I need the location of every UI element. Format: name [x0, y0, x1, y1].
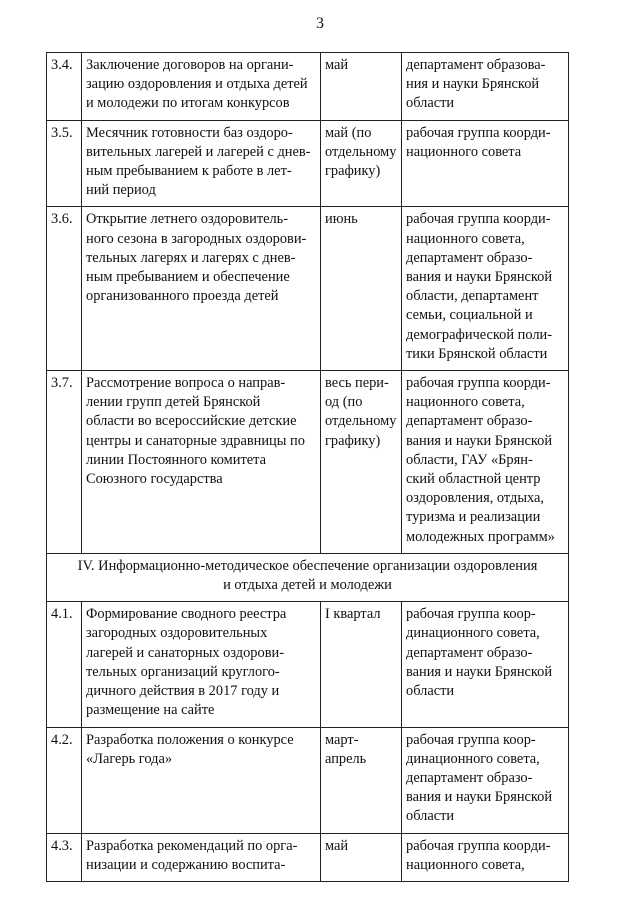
responsible-cell [402, 53, 569, 121]
text-line: лении групп детей Брянской [86, 394, 261, 411]
task-cell [82, 371, 321, 554]
text-line: отдельному [325, 143, 397, 160]
text-line: области, департамент [406, 288, 539, 305]
item-number: 3.5. [47, 120, 82, 207]
text-line: области во всероссийские детские [86, 413, 297, 430]
text-line: вительных лагерей и лагерей с днев- [86, 143, 311, 160]
text-line: Заключение договоров на органи- [86, 57, 294, 73]
section-heading-row [47, 553, 569, 601]
text-line: департамент образо- [406, 644, 533, 661]
text-line: оздоровления, отдыха, [406, 490, 545, 507]
text-line: май (по [325, 124, 372, 141]
responsible-cell [402, 833, 569, 881]
text-line: дичного действия в 2017 году и [86, 683, 280, 700]
task-cell [82, 207, 321, 371]
text-line: Рассмотрение вопроса о направ- [86, 375, 286, 392]
text-line: загородных оздоровительных [86, 625, 268, 642]
text-line: рабочая группа коорди- [406, 211, 551, 228]
text-line: департамент образова- [406, 57, 546, 73]
text-line: области [406, 683, 455, 700]
text-line: май [325, 57, 349, 73]
table-row [47, 727, 569, 833]
term-cell [321, 207, 402, 371]
text-line: рабочая группа коор- [406, 731, 536, 748]
responsible-cell [402, 371, 569, 554]
text-line: национного совета, [406, 856, 525, 873]
text-line: линии Постоянного комитета [86, 451, 267, 468]
section-heading [47, 553, 569, 601]
text-line: тельных организаций круглого- [86, 663, 280, 680]
term-cell [321, 120, 402, 207]
text-line: рабочая группа коорди- [406, 124, 551, 141]
text-line: национного совета, [406, 394, 525, 411]
text-line: и молодежи по итогам конкурсов [86, 95, 290, 112]
responsible-cell [402, 602, 569, 727]
term-cell [321, 833, 402, 881]
text-line: ным пребыванием к работе в лет- [86, 163, 292, 180]
text-line: рабочая группа коор- [406, 606, 536, 623]
text-line: ния и науки Брянской [406, 76, 540, 93]
text-line: рабочая группа коорди- [406, 375, 551, 392]
text-line: IV. Информационно-методическое обеспечение организации оздоровления [77, 557, 538, 574]
term-cell [321, 53, 402, 121]
text-line: размещение на сайте [86, 702, 215, 719]
text-line: вания и науки Брянской [406, 663, 553, 680]
text-line: весь пери- [325, 375, 389, 392]
text-line: тельных лагерях и лагерях с днев- [86, 249, 296, 266]
responsible-cell [402, 207, 569, 371]
task-cell [82, 53, 321, 121]
text-line: организованного проезда детей [86, 288, 279, 305]
text-line: март- [325, 731, 359, 748]
task-cell [82, 602, 321, 727]
responsible-cell [402, 727, 569, 833]
text-line: ский областной центр [406, 471, 541, 488]
text-line: од (по [325, 394, 363, 411]
item-number: 4.1. [47, 602, 82, 727]
table-row [47, 53, 569, 121]
text-line: Формирование сводного реестра [86, 606, 287, 623]
text-line: Открытие летнего оздоровитель- [86, 211, 289, 228]
text-line: департамент образо- [406, 769, 533, 786]
text-line: июнь [325, 211, 358, 228]
responsible-cell [402, 120, 569, 207]
table-row [47, 602, 569, 727]
table-row [47, 120, 569, 207]
events-plan-table [46, 52, 569, 882]
text-line: молодежных программ» [406, 528, 555, 545]
text-line: Разработка рекомендаций по орга- [86, 837, 298, 854]
table-row [47, 371, 569, 554]
text-line: отдельному [325, 413, 397, 430]
text-line: ного сезона в загородных оздорови- [86, 230, 307, 247]
text-line: тики Брянской области [406, 345, 548, 362]
text-line: Союзного государства [86, 471, 223, 488]
text-line: низации и содержанию воспита- [86, 856, 286, 873]
text-line: области, ГАУ «Брян- [406, 451, 533, 468]
item-number: 4.2. [47, 727, 82, 833]
text-line: I квартал [325, 606, 381, 623]
table-row [47, 207, 569, 371]
text-line: департамент образо- [406, 413, 533, 430]
text-line: динационного совета, [406, 750, 540, 767]
text-line: области [406, 808, 455, 825]
text-line: Разработка положения о конкурсе [86, 731, 294, 748]
item-number: 4.3. [47, 833, 82, 881]
text-line: графику) [325, 432, 381, 449]
term-cell [321, 602, 402, 727]
task-cell [82, 727, 321, 833]
task-cell [82, 120, 321, 207]
text-line: центры и санаторные здравницы по [86, 432, 305, 449]
table-row [47, 833, 569, 881]
text-line: ний период [86, 182, 156, 199]
text-line: вания и науки Брянской [406, 432, 553, 449]
text-line: май [325, 837, 349, 854]
text-line: зацию оздоровления и отдыха детей [86, 76, 308, 93]
term-cell [321, 371, 402, 554]
text-line: области [406, 95, 455, 112]
text-line: лагерей и санаторных оздорови- [86, 644, 284, 661]
text-line: семьи, социальной и [406, 307, 533, 324]
term-cell [321, 727, 402, 833]
item-number: 3.7. [47, 371, 82, 554]
item-number: 3.6. [47, 207, 82, 371]
text-line: «Лагерь года» [86, 750, 173, 767]
page-number: 3 [316, 15, 324, 32]
text-line: и отдыха детей и молодежи [223, 577, 392, 594]
text-line: апрель [325, 750, 367, 767]
text-line: графику) [325, 163, 381, 180]
text-line: вания и науки Брянской [406, 269, 553, 286]
text-line: рабочая группа коорди- [406, 837, 551, 854]
text-line: Месячник готовности баз оздоро- [86, 124, 293, 141]
item-number: 3.4. [47, 53, 82, 121]
text-line: вания и науки Брянской [406, 789, 553, 806]
text-line: национного совета, [406, 230, 525, 247]
task-cell [82, 833, 321, 881]
text-line: демографической поли- [406, 326, 553, 343]
text-line: туризма и реализации [406, 509, 541, 526]
text-line: ным пребыванием и обеспечение [86, 269, 290, 286]
text-line: динационного совета, [406, 625, 540, 642]
text-line: департамент образо- [406, 249, 533, 266]
text-line: национного совета [406, 143, 522, 160]
